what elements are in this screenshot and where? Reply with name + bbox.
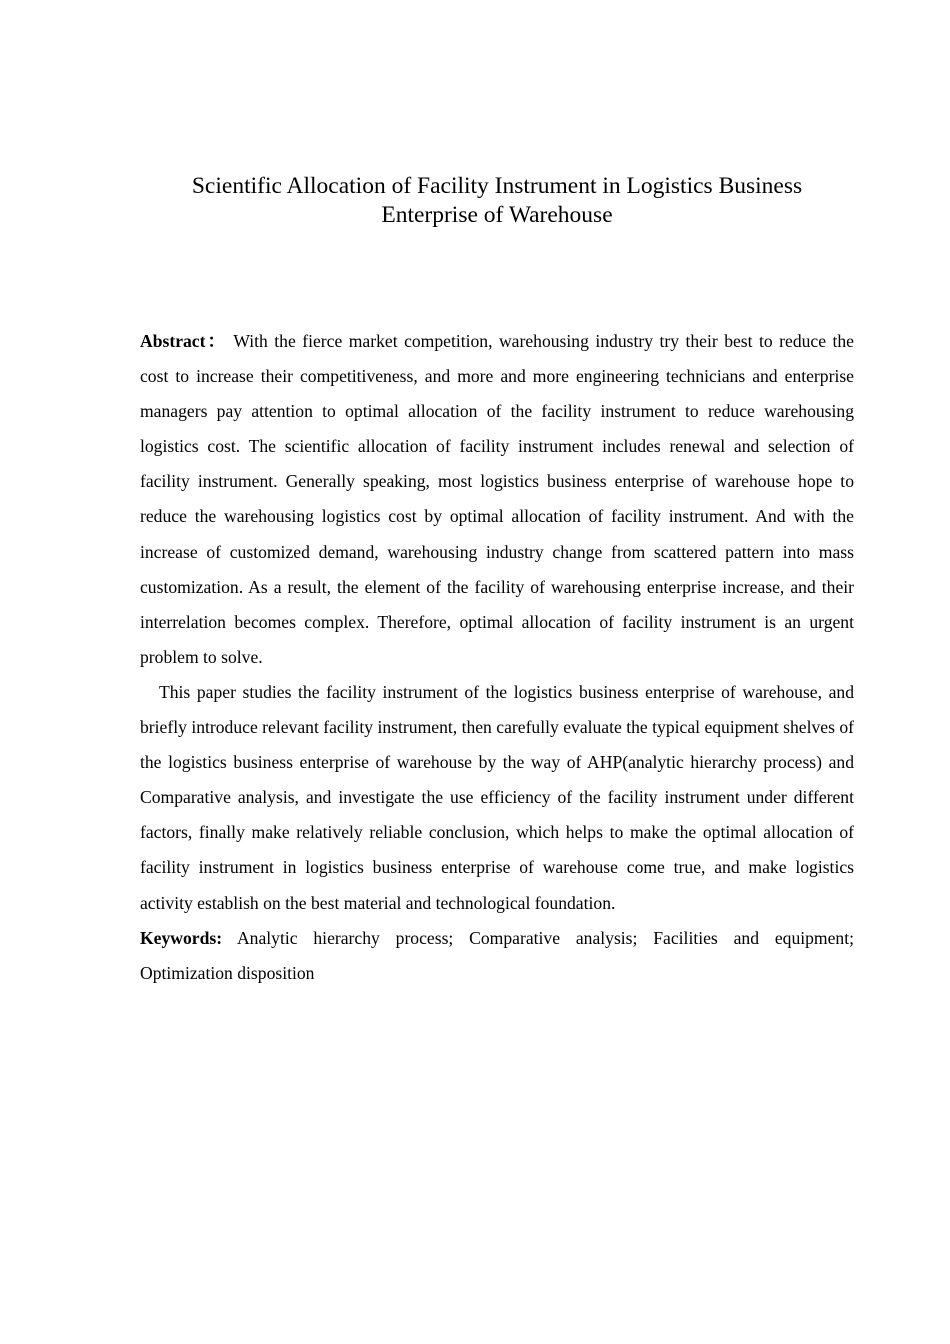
keywords-label: Keywords: (140, 927, 223, 948)
paper-title (140, 172, 854, 230)
abstract-text-1: With the fierce market competition, warehousing industry try their best to reduce the cost to increase their competitiveness, and more and more engineering technicians and enterprise managers pay attention to optimal allocation of the facility instrument to reduce warehousing logistics cost. The scientific allocation of facility instrument includes renewal and selection of facility instrument. Generally speaking, most logistics business enterprise of warehouse hope to reduce the warehousing logistics cost by optimal allocation of facility instrument. And with the increase of customized demand, warehousing industry change from scattered pattern into mass customization. As a result, the element of the facility of warehousing enterprise increase, and their interrelation becomes complex. Therefore, optimal allocation of facility instrument is an urgent problem to solve. (140, 331, 854, 667)
paper-title-line-1: Scientific Allocation of Facility Instrument in Logistics Business (191, 173, 803, 199)
paper-title-line-2: Enterprise of Warehouse (381, 202, 613, 228)
abstract-label: Abstract： (140, 331, 228, 351)
abstract-paragraph-1 (140, 324, 854, 675)
abstract-paragraph-2: This paper studies the facility instrument of the logistics business enterprise of warehouse, and briefly introduce relevant facility instrument, then carefully evaluate the typical equipment shelves of the logistics business enterprise of warehouse by the way of AHP(analytic hierarchy process) and Comparative analysis, and investigate the use efficiency of the facility instrument under different factors, finally make relatively reliable conclusion, which helps to make the optimal allocation of facility instrument in logistics business enterprise of warehouse come true, and make logistics activity establish on the best material and technological foundation. (140, 681, 854, 913)
keywords-paragraph (140, 921, 854, 991)
abstract-section (140, 324, 854, 991)
keywords-text: Analytic hierarchy process; Comparative analysis; Facilities and equipment; Optimization disposition (140, 927, 854, 983)
